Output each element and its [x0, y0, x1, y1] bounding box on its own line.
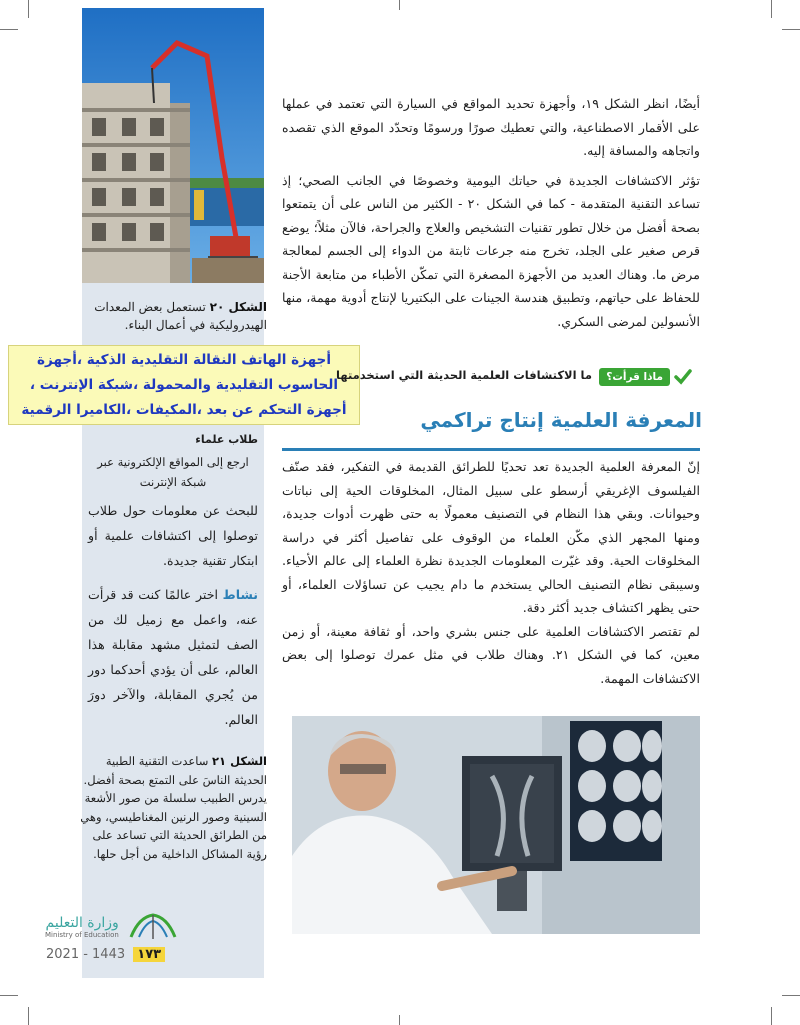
heading-rule	[282, 448, 700, 451]
construction-photo	[82, 8, 264, 283]
ministry-name-en: Ministry of Education	[45, 931, 119, 939]
answer-highlight-box	[8, 345, 360, 425]
paragraph-2: تؤثر الاكتشافات الجديدة في حياتك اليومية وخصوصًا في الجانب الصحي؛ إذ تساعد التقنية المتقدمة - كما في الشكل ٢٠ - الكثير من الناس على أن يتمتعوا بصحة أفضل من خلال تطور تقنيات التشخيص والعلاج والجراحة، فالآن مثلاً؛ يوضع قرص صغير على الجلد، تخرج منه جرعات ثابتة من الدواء إلى الجسم لمعالجة مرض ما. وهناك العديد من الأجهزة المصغرة التي تمكّن الأطباء من متابعة الأجنة للحفاظ على حياتهم، وتطبيق هندسة الجينات على البكتيريا لإنتاج أدوية مهمة، منها الأنسولين لمرضى السكري.	[282, 172, 700, 329]
main-paragraphs-bottom	[282, 455, 700, 690]
reading-check-badge: ماذا قرأت؟	[599, 368, 670, 386]
page-number: ١٧٣	[133, 947, 165, 962]
crop-mark	[28, 1007, 29, 1025]
ministry-logo	[45, 913, 119, 939]
crop-mark	[399, 0, 400, 10]
sidebar-web-intro: ارجع إلى المواقع الإلكترونية عبر شبكة الإنترنت	[97, 455, 249, 489]
edition-year: 2021 - 1443	[46, 947, 126, 962]
figure-21-text: ساعدت التقنية الطبية الحديثة الناسَ على التمتع بصحة أفضل. يدرس الطبيب سلسلة من صور الأشعة السينية وصور الرنين المغناطيسي، وهي من الطرائق الحديثة التي تساعد على رؤية المشاكل الداخلية من أجل حلها.	[80, 754, 267, 861]
activity-text: اختر عالمًا كنت قد قرأت عنه، واعمل مع زميل لك من الصف لتمثيل مشهد مقابلة هذا العالم، على أن يؤدي أحدكما دور من يُجري المقابلة، والآخر دورَ العالم.	[88, 587, 258, 727]
ministry-name-ar: وزارة التعليم	[45, 915, 119, 931]
main-paragraphs-top	[282, 92, 700, 333]
ministry-logo-icon	[125, 911, 181, 943]
activity-label: نشاط	[222, 587, 258, 602]
figure-21-caption	[75, 752, 267, 863]
paragraph-1: أيضًا، انظر الشكل ١٩، وأجهزة تحديد المواقع في السيارة التي تعتمد في عملها على الأقمار الاصطناعية، والتي تعطيك صورًا ورسومًا وتحدّد الموقع الذي تقصده واتجاهه والمسافة إليه.	[282, 96, 700, 158]
crop-mark	[28, 0, 29, 18]
crop-mark	[771, 1007, 772, 1025]
doctor-xray-photo	[292, 716, 700, 934]
sidebar-web-body: للبحث عن معلومات حول طلاب توصلوا إلى اكتشافات علمية أو ابتكار تقنية جديدة.	[88, 503, 258, 568]
highlight-line-2: الحاسوب التقليدية والمحمولة ،شبكة الإنترنت ،	[29, 377, 339, 393]
figure-21-label: الشكل ٢١	[212, 754, 267, 768]
crop-mark	[771, 0, 772, 18]
sidebar-activity	[88, 582, 258, 732]
crop-mark	[782, 29, 800, 30]
crop-mark	[0, 29, 18, 30]
sidebar-web-title: طلاب علماء	[195, 433, 258, 446]
crop-mark	[0, 995, 18, 996]
figure-20-text: تستعمل بعض المعدات الهيدروليكية في أعمال البناء.	[94, 300, 267, 332]
check-mark-icon	[674, 368, 692, 386]
sidebar-web-box	[88, 432, 258, 573]
highlight-line-1: أجهزة الهاتف النقالة التقليدية الذكية ،أجهزة	[36, 352, 332, 368]
highlight-line-3: أجهزة التحكم عن بعد ،المكيفات ،الكاميرا الرقمية	[21, 402, 347, 418]
figure-20-caption	[75, 298, 267, 334]
crop-mark	[782, 995, 800, 996]
paragraph-4: لم تقتصر الاكتشافات العلمية على جنس بشري واحد، أو ثقافة معينة، أو زمن معين، كما في الشكل ٢١. وهناك طلاب في مثل عمرك توصلوا إلى بعض الاكتشافات المهمة.	[282, 623, 700, 686]
paragraph-3: إنّ المعرفة العلمية الجديدة تعد تحديًا للطرائق القديمة في التفكير، فقد صنّف الفيلسوف الإغريقي أرسطو على سبيل المثال، المخلوقات الحية إلى نباتات وحيوانات. وبقي هذا النظام في التصنيف معمولًا به حتى ظهرت أدوات جديدة، ومنها المجهر الذي مكّن العلماء من الوقوف على تفاصيل أكثر في دراسة المخلوقات الحية. وقد غيّرت المعلومات الجديدة نظرة العلماء إلى عالم الأحياء. وسيبقى نظام التصنيف الحالي يستخدم ما دام يجيب عن تساؤلات العلماء، أو حتى يظهر اكتشاف جديد أكثر دقة.	[282, 459, 700, 615]
page-footer	[46, 947, 165, 962]
section-heading: المعرفة العلمية إنتاج تراكمي	[420, 408, 702, 432]
reading-check-question: ما الاكتشافات العلمية الحديثة التي استخدمتها	[336, 368, 592, 382]
reading-check	[336, 365, 700, 393]
crop-mark	[399, 1015, 400, 1025]
figure-20-label: الشكل ٢٠	[209, 300, 267, 314]
